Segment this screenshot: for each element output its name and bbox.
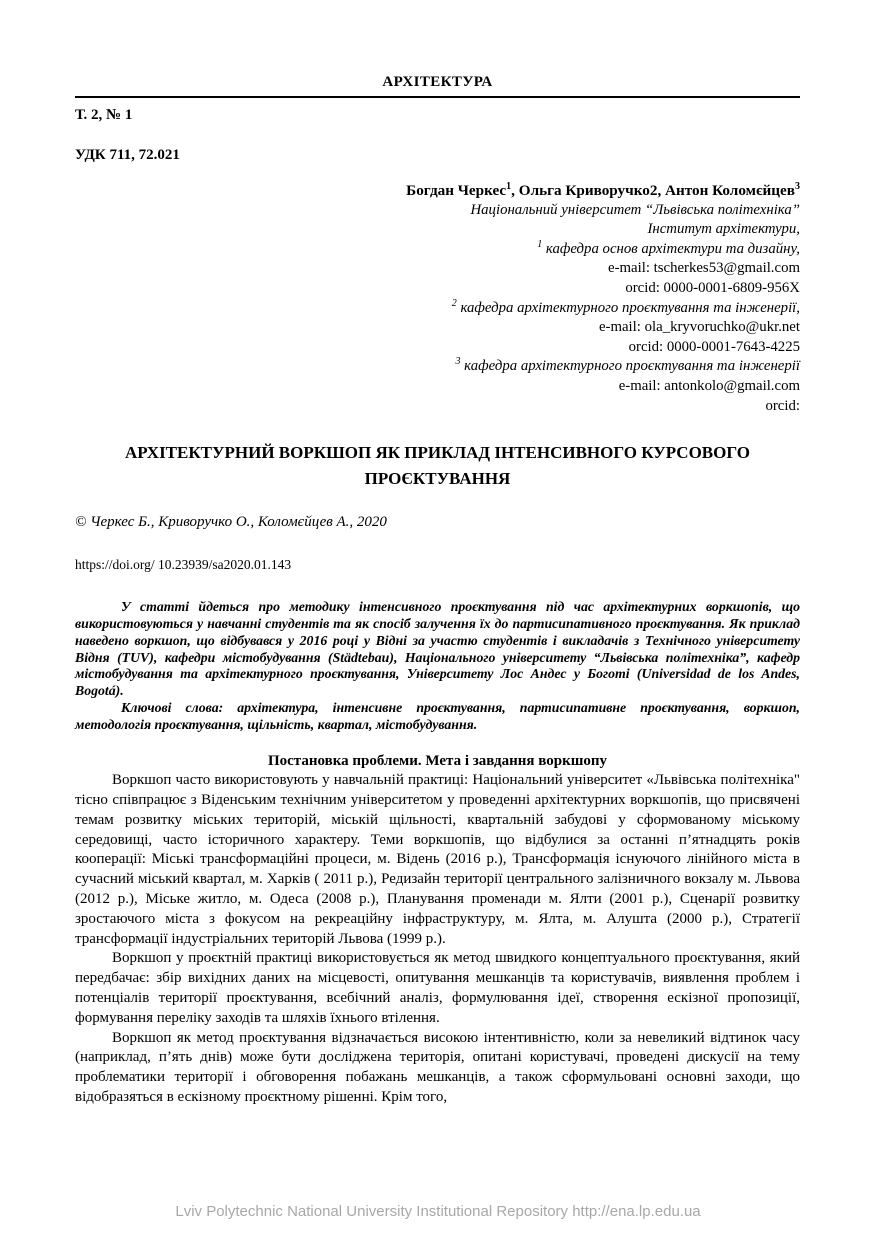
affiliation-3 <box>75 357 800 377</box>
abstract-block <box>75 599 800 733</box>
affiliation-3-mark: 3 <box>455 356 461 368</box>
copyright-line: © Черкес Б., Криворучко О., Коломєйцев А., 2020 <box>75 514 387 531</box>
abstract-text: У статті йдеться про методику інтенсивного проєктування під час архітектурних воркшопів, що використовуються у навчанні студентів та як спосіб залучення їх до партисипативного проєктування. Як приклад наведено воркшоп, що відбувався у 2016 році у Відні за участю студентів і викладачів з Технічного університету Відня (TUV), кафедри містобудування (Städtebau), Національного університету “Львівська політехніка”, кафедр містобудування та архітектурного проєктування, Університету Лос Андес у Боготі (Universidad de los Andes, Bogotá). <box>75 599 800 699</box>
university-name: Національний університет “Львівська політехніка” <box>470 201 800 218</box>
article-title: АРХІТЕКТУРНИЙ ВОРКШОП ЯК ПРИКЛАД ІНТЕНСИВНОГО КУРСОВОГО ПРОЄКТУВАННЯ <box>125 443 750 489</box>
volume-issue: Т. 2, № 1 <box>75 107 133 123</box>
author-1-affiliation-mark: 1 <box>506 180 512 192</box>
author-1-orcid: orcid: 0000-0001-6809-956X <box>625 279 800 296</box>
doi-link: https://doi.org/ 10.23939/sa2020.01.143 <box>75 557 292 573</box>
keywords-text: Ключові слова: архітектура, інтенсивне проєктування, партисипативне проєктування, воркшоп, методологія проєктування, щільність, квартал, містобудування. <box>75 699 800 732</box>
running-head: АРХІТЕКТУРА <box>382 74 493 90</box>
authors-mid-names: , Ольга Криворучко2, Антон Коломєйцев <box>511 182 795 199</box>
affiliation-2-mark: 2 <box>451 297 457 309</box>
affiliation-2-text: кафедра архітектурного проєктування та інженерії, <box>456 299 800 316</box>
body-paragraph-1: Воркшоп часто використовують у навчальній практиці: Національний університет «Львівська політехніка" тісно співпрацює з Віденським технічним університетом у проведенні архітектурних воркшопів, що присвячені темам розвитку міських територій, міській щільності, квартальній забудові у сформованому міському середовищі, часто історичного характеру. Теми воркшопів, що відбулися за останні п’ятнадцять років кооперації: Міські трансформаційні процеси, м. Відень (2016 р.), Трансформація існуючого лінійного міста в сучасний міський квартал, м. Харків ( 2011 р.), Редизайн території центрального залізничного вокзалу м. Львова (2012 р.), Міське житло, м. Одеса (2008 р.), Планування променади м. Ялти (2001 р.), Сценарії розвитку зростаючого міста з фокусом на рекреаційну інфраструктуру, м. Ялта, м. Алушта (2000 р.), Стратегії трансформації індустріальних територій Львова (1999 р.). <box>75 772 800 947</box>
author-3-orcid: orcid: <box>765 397 800 414</box>
page-header <box>75 74 800 164</box>
institute-name: Інститут архітектури, <box>647 221 800 238</box>
author-1-email: e-mail: tscherkes53@gmail.com <box>608 260 800 277</box>
body-paragraph-2: Воркшоп у проєктній практиці використовується як метод швидкого концептуального проєктування, який передбачає: збір вихідних даних на місцевості, опитування мешканців та користувачів, виявлення проблем і потенціалів території проєктування, всебічний аналіз, формулювання ідеї, створення ескізної пропозиції, формування переліку заходів та шляхів їхнього втілення. <box>75 950 800 1026</box>
udc-code: УДК 711, 72.021 <box>75 147 180 163</box>
repository-footer: Lviv Polytechnic National University Institutional Repository http://ena.lp.edu.ua <box>175 1203 701 1220</box>
author-names <box>75 181 800 201</box>
affiliation-1 <box>75 240 800 260</box>
author-2-email: e-mail: ola_kryvoruchko@ukr.net <box>598 319 800 336</box>
author-2-orcid: orcid: 0000-0001-7643-4225 <box>628 338 800 355</box>
section-heading: Постановка проблеми. Мета і завдання воркшопу <box>267 752 608 769</box>
author-1-name: Богдан Черкес <box>406 182 507 199</box>
body-paragraph-3: Воркшоп як метод проєктування відзначається високою інтентивністю, коли за невеликий відтинок часу (наприклад, п’ять днів) може бути досліджена територія, опитані користувачі, проведені дискусії на тему проблематики території і обговорення побажань мешканців, а також сформульовані основні заходи, що відобразяться в ескізному проєктному рішенні. Крім того, <box>75 1029 800 1106</box>
header-rule <box>75 96 800 98</box>
author-3-email: e-mail: antonkolo@gmail.com <box>618 377 800 394</box>
article-body <box>75 771 800 1108</box>
affiliation-3-text: кафедра архітектурного проєктування та інженерії <box>460 358 800 375</box>
authors-block <box>75 181 800 416</box>
affiliation-2 <box>75 299 800 319</box>
affiliation-1-text: кафедра основ архітектури та дизайну, <box>542 240 800 257</box>
affiliation-1-mark: 1 <box>537 238 543 250</box>
author-3-affiliation-mark: 3 <box>795 180 800 192</box>
